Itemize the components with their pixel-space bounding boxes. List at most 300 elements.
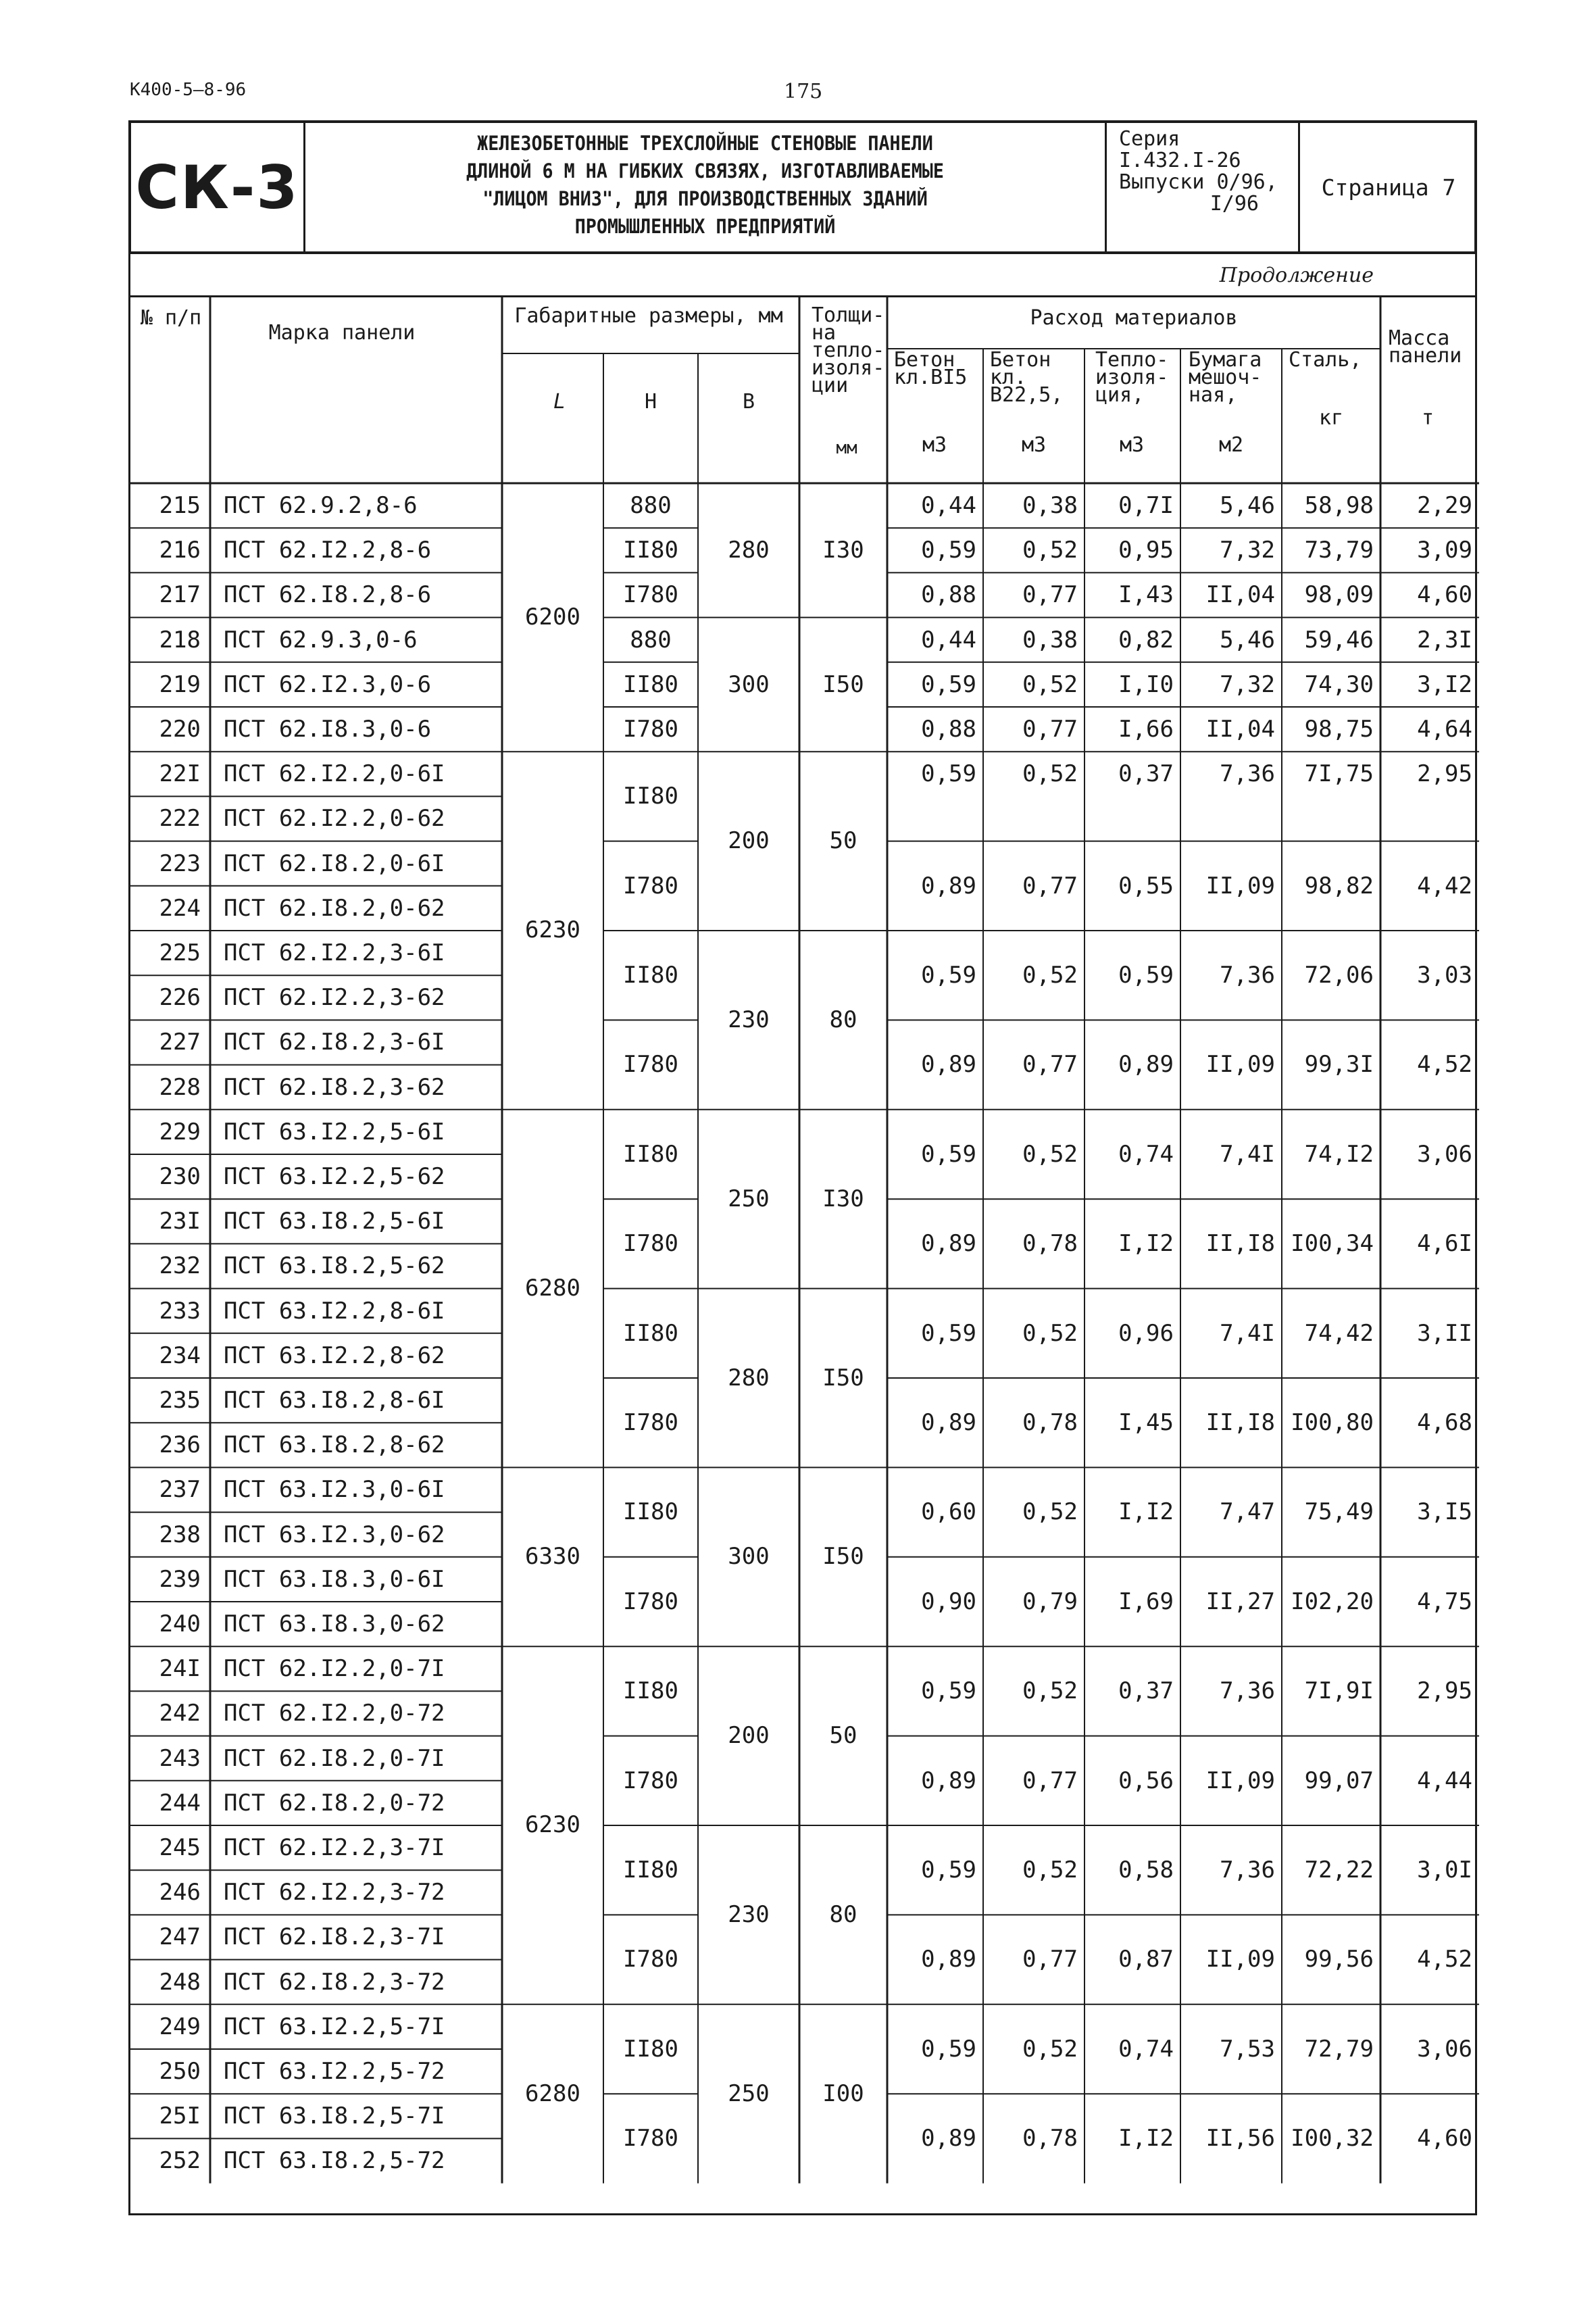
insulation-volume-value: 0,37	[1118, 760, 1174, 788]
row-number: 224	[159, 894, 201, 922]
panel-mass-value: 3,I2	[1417, 670, 1472, 698]
panel-mark: ПСТ 63.I8.3,0-62	[224, 1610, 445, 1638]
paper-area-value: II,04	[1205, 716, 1275, 743]
header-b225	[990, 348, 1064, 407]
paper-area-value: 7,32	[1220, 537, 1275, 564]
concrete-b225-value: 0,52	[1022, 1677, 1078, 1705]
width-value: 230	[728, 1006, 770, 1033]
concrete-b15-value: 0,59	[921, 1319, 976, 1347]
paper-area-value: 5,46	[1220, 492, 1275, 519]
document-code: К400-5—8-96	[130, 80, 247, 100]
insulation-thickness-value: I30	[822, 1185, 864, 1212]
width-value: 280	[728, 537, 770, 564]
header-b15-line: кл.BI5	[894, 366, 968, 389]
panel-mark: ПСТ 62.I8.2,0-6I	[224, 850, 445, 877]
row-number: 232	[159, 1252, 201, 1280]
paper-area-value: 7,36	[1220, 962, 1275, 989]
concrete-b15-value: 0,60	[921, 1498, 976, 1526]
concrete-b225-value: 0,78	[1022, 1409, 1078, 1436]
row-number: 236	[159, 1431, 201, 1459]
header-paper-line: Бумага	[1189, 348, 1262, 372]
panel-mass-value: 4,6I	[1417, 1230, 1472, 1258]
row-number: 234	[159, 1341, 201, 1369]
height-value: 880	[630, 626, 672, 654]
panel-mass-value: 2,95	[1417, 760, 1472, 788]
panel-mass-value: 2,29	[1417, 492, 1472, 519]
insulation-volume-value: I,69	[1118, 1587, 1174, 1615]
panel-mark: ПСТ 62.I8.2,3-7I	[224, 1923, 445, 1951]
panel-mark: ПСТ 62.I2.2,3-72	[224, 1879, 445, 1906]
series-cell	[1107, 123, 1300, 251]
panel-mass-value: 3,II	[1417, 1319, 1472, 1347]
header-thickness	[812, 303, 885, 397]
height-value: II80	[623, 1677, 678, 1705]
length-value: 6200	[525, 604, 580, 631]
height-value: I780	[623, 872, 678, 900]
height-value: II80	[623, 783, 678, 810]
panel-mass-value: 4,42	[1417, 872, 1472, 900]
concrete-b15-value: 0,59	[921, 1140, 976, 1168]
title-block	[128, 120, 1477, 254]
length-value: 6280	[525, 2079, 580, 2107]
logo: СК-3	[135, 152, 299, 222]
header-insulation-line: изоля-	[1095, 366, 1169, 389]
insulation-volume-value: I,I0	[1118, 670, 1174, 698]
header-mark: Марка панели	[268, 321, 416, 345]
header-L: L	[553, 390, 566, 414]
panel-mass-value: 2,3I	[1417, 626, 1472, 654]
panel-mass-value: 4,52	[1417, 1051, 1472, 1079]
panel-mass-value: 4,60	[1417, 581, 1472, 609]
panel-mass-value: 3,09	[1417, 537, 1472, 564]
panel-mark: ПСТ 62.I8.2,0-62	[224, 894, 445, 922]
width-value: 200	[728, 827, 770, 855]
concrete-b225-value: 0,52	[1022, 537, 1078, 564]
panel-mark: ПСТ 62.I2.2,3-62	[224, 984, 445, 1012]
panel-mark: ПСТ 62.I8.2,0-7I	[224, 1744, 445, 1772]
height-value: II80	[623, 1856, 678, 1884]
steel-mass-value: I00,32	[1291, 2125, 1374, 2152]
concrete-b225-value: 0,77	[1022, 872, 1078, 900]
insulation-volume-value: 0,89	[1118, 1051, 1174, 1079]
insulation-volume-value: I,43	[1118, 581, 1174, 609]
paper-area-value: II,09	[1205, 872, 1275, 900]
steel-mass-value: 74,30	[1304, 670, 1374, 698]
row-number: 250	[159, 2058, 201, 2085]
panel-mark: ПСТ 62.I8.2,8-6	[224, 581, 432, 609]
insulation-volume-value: 0,95	[1118, 537, 1174, 564]
concrete-b225-value: 0,52	[1022, 1856, 1078, 1884]
row-number: 222	[159, 805, 201, 833]
header-H: H	[644, 390, 657, 414]
row-number: 252	[159, 2147, 201, 2175]
row-number: 230	[159, 1163, 201, 1190]
continuation-row	[128, 254, 1477, 297]
height-value: 880	[630, 492, 672, 519]
width-value: 200	[728, 1722, 770, 1750]
panel-mark: ПСТ 63.I2.2,5-7I	[224, 2013, 445, 2040]
concrete-b15-value: 0,88	[921, 581, 976, 609]
panel-mark: ПСТ 63.I2.2,5-72	[224, 2058, 445, 2085]
concrete-b15-value: 0,89	[921, 1409, 976, 1436]
insulation-thickness-value: I50	[822, 670, 864, 698]
height-value: I780	[623, 2125, 678, 2152]
concrete-b225-value: 0,52	[1022, 1319, 1078, 1347]
row-number: 23I	[159, 1208, 201, 1235]
concrete-b15-value: 0,44	[921, 492, 976, 519]
concrete-b225-value: 0,52	[1022, 760, 1078, 788]
row-number: 238	[159, 1521, 201, 1548]
panel-mark: ПСТ 62.I8.3,0-6	[224, 716, 432, 743]
insulation-volume-value: I,I2	[1118, 1498, 1174, 1526]
page-cell	[1300, 123, 1477, 251]
insulation-volume-value: 0,74	[1118, 1140, 1174, 1168]
paper-area-value: 7,36	[1220, 1677, 1275, 1705]
panel-mark: ПСТ 62.I2.2,0-6I	[224, 760, 445, 788]
panel-mass-value: 4,64	[1417, 716, 1472, 743]
paper-area-value: 5,46	[1220, 626, 1275, 654]
paper-area-value: II,09	[1205, 1767, 1275, 1794]
title-line: ЖЕЛЕЗОБЕТОННЫЕ ТРЕХСЛОЙНЫЕ СТЕНОВЫЕ ПАНЕЛИ	[477, 132, 933, 155]
row-number: 243	[159, 1744, 201, 1772]
header-steel-line: Сталь,	[1289, 348, 1362, 372]
steel-mass-value: 99,56	[1304, 1946, 1374, 1973]
row-number: 220	[159, 716, 201, 743]
insulation-volume-value: 0,7I	[1118, 492, 1174, 519]
panel-mark: ПСТ 62.9.2,8-6	[224, 492, 418, 519]
panel-mass-value: 4,75	[1417, 1587, 1472, 1615]
panel-mark: ПСТ 63.I2.2,8-62	[224, 1341, 445, 1369]
header-thickness-line: на	[812, 321, 837, 345]
row-number: 237	[159, 1476, 201, 1504]
steel-mass-value: 7I,9I	[1304, 1677, 1374, 1705]
insulation-volume-value: I,66	[1118, 716, 1174, 743]
width-value: 300	[728, 1543, 770, 1571]
row-number: 227	[159, 1029, 201, 1056]
paper-area-value: II,27	[1205, 1587, 1275, 1615]
header-thickness-line: изоля-	[812, 356, 885, 380]
panel-mass-value: 3,03	[1417, 962, 1472, 989]
paper-area-value: II,I8	[1205, 1409, 1275, 1436]
steel-mass-value: 99,3I	[1304, 1051, 1374, 1079]
header-thickness-line: ции	[812, 374, 849, 397]
steel-mass-value: 75,49	[1304, 1498, 1374, 1526]
row-number: 235	[159, 1387, 201, 1414]
steel-mass-value: 98,09	[1304, 581, 1374, 609]
insulation-volume-value: 0,58	[1118, 1856, 1174, 1884]
steel-mass-value: 72,06	[1304, 962, 1374, 989]
row-number: 248	[159, 1968, 201, 1996]
header-mass	[1389, 326, 1462, 368]
paper-area-value: 7,4I	[1220, 1140, 1275, 1168]
header-b15	[894, 348, 968, 389]
row-number: 240	[159, 1610, 201, 1638]
panel-mark: ПСТ 63.I8.2,5-7I	[224, 2102, 445, 2130]
row-number: 215	[159, 492, 201, 519]
row-number: 219	[159, 670, 201, 698]
insulation-volume-value: I,I2	[1118, 2125, 1174, 2152]
panel-mark: ПСТ 63.I2.3,0-6I	[224, 1476, 445, 1504]
height-value: II80	[623, 1498, 678, 1526]
panel-mark: ПСТ 63.I2.2,5-6I	[224, 1118, 445, 1146]
series-line: I/96	[1210, 192, 1259, 216]
panel-mass-value: 4,60	[1417, 2125, 1472, 2152]
paper-area-value: II,09	[1205, 1946, 1275, 1973]
height-value: II80	[623, 962, 678, 989]
panel-mark: ПСТ 63.I2.3,0-62	[224, 1521, 445, 1548]
panel-mark: ПСТ 62.I2.2,3-7I	[224, 1834, 445, 1861]
concrete-b15-value: 0,88	[921, 716, 976, 743]
row-number: 242	[159, 1700, 201, 1727]
paper-area-value: 7,32	[1220, 670, 1275, 698]
header-thickness-unit: мм	[836, 438, 857, 458]
panel-mass-value: 4,68	[1417, 1409, 1472, 1436]
concrete-b225-value: 0,77	[1022, 1051, 1078, 1079]
length-value: 6230	[525, 916, 580, 944]
width-value: 280	[728, 1364, 770, 1392]
panel-mass-value: 4,52	[1417, 1946, 1472, 1973]
insulation-thickness-value: 50	[829, 1722, 857, 1750]
header-num-label: № п/п	[140, 306, 202, 330]
height-value: II80	[623, 670, 678, 698]
panel-mark: ПСТ 62.I8.2,0-72	[224, 1789, 445, 1817]
concrete-b225-value: 0,77	[1022, 1767, 1078, 1794]
panel-mass-value: 3,06	[1417, 2035, 1472, 2063]
height-value: I780	[623, 1409, 678, 1436]
steel-mass-value: I02,20	[1291, 1587, 1374, 1615]
paper-area-value: II,04	[1205, 581, 1275, 609]
panel-mark: ПСТ 62.I8.2,3-6I	[224, 1029, 445, 1056]
concrete-b15-value: 0,59	[921, 1856, 976, 1884]
steel-mass-value: I00,34	[1291, 1230, 1374, 1258]
concrete-b15-value: 0,89	[921, 2125, 976, 2152]
steel-mass-value: 59,46	[1304, 626, 1374, 654]
panel-mark: ПСТ 63.I8.2,5-6I	[224, 1208, 445, 1235]
series-line: Серия	[1119, 127, 1180, 151]
header-mass-unit: т	[1421, 406, 1435, 430]
concrete-b15-value: 0,89	[921, 1051, 976, 1079]
concrete-b15-value: 0,44	[921, 626, 976, 654]
panel-mass-value: 2,95	[1417, 1677, 1472, 1705]
concrete-b15-value: 0,59	[921, 537, 976, 564]
header-b225-line: кл.	[990, 366, 1027, 389]
insulation-volume-value: 0,59	[1118, 962, 1174, 989]
width-value: 230	[728, 1901, 770, 1928]
width-value: 300	[728, 670, 770, 698]
insulation-thickness-value: I50	[822, 1364, 864, 1392]
insulation-thickness-value: 50	[829, 827, 857, 855]
concrete-b225-value: 0,52	[1022, 2035, 1078, 2063]
insulation-volume-value: 0,74	[1118, 2035, 1174, 2063]
steel-mass-value: 74,42	[1304, 1319, 1374, 1347]
steel-mass-value: 74,I2	[1304, 1140, 1374, 1168]
concrete-b225-value: 0,38	[1022, 626, 1078, 654]
width-value: 250	[728, 1185, 770, 1212]
concrete-b225-value: 0,78	[1022, 2125, 1078, 2152]
concrete-b225-value: 0,77	[1022, 581, 1078, 609]
insulation-volume-value: 0,56	[1118, 1767, 1174, 1794]
row-number: 218	[159, 626, 201, 654]
header-paper-line: мешоч-	[1189, 366, 1262, 389]
panel-mark: ПСТ 62.I2.3,0-6	[224, 670, 432, 698]
panel-mark: ПСТ 62.I8.2,3-62	[224, 1073, 445, 1101]
header-steel	[1289, 348, 1362, 372]
concrete-b15-value: 0,59	[921, 2035, 976, 2063]
panel-mark: ПСТ 62.I2.2,3-6I	[224, 939, 445, 966]
length-value: 6280	[525, 1274, 580, 1302]
steel-mass-value: 98,82	[1304, 872, 1374, 900]
row-number: 233	[159, 1297, 201, 1325]
height-value: I780	[623, 1767, 678, 1794]
concrete-b225-value: 0,38	[1022, 492, 1078, 519]
concrete-b225-value: 0,79	[1022, 1587, 1078, 1615]
title-line: ДЛИНОЙ 6 М НА ГИБКИХ СВЯЗЯХ, ИЗГОТАВЛИВАЕМЫЕ	[466, 159, 944, 182]
panel-mass-value: 3,0I	[1417, 1856, 1472, 1884]
insulation-volume-value: 0,37	[1118, 1677, 1174, 1705]
row-number: 217	[159, 581, 201, 609]
header-insulation-line: ция,	[1095, 383, 1145, 407]
panel-mark: ПСТ 63.I8.2,5-62	[224, 1252, 445, 1280]
panel-mark: ПСТ 62.I2.2,0-62	[224, 805, 445, 833]
steel-mass-value: 58,98	[1304, 492, 1374, 519]
concrete-b225-value: 0,52	[1022, 1140, 1078, 1168]
paper-area-value: II,56	[1205, 2125, 1275, 2152]
header-mass-line: Масса	[1389, 326, 1450, 350]
insulation-volume-value: 0,96	[1118, 1319, 1174, 1347]
height-value: I780	[623, 1230, 678, 1258]
insulation-volume-value: 0,55	[1118, 872, 1174, 900]
row-number: 223	[159, 850, 201, 877]
steel-mass-value: 73,79	[1304, 537, 1374, 564]
header-B: B	[742, 390, 755, 414]
title-line: "ЛИЦОМ ВНИЗ", ДЛЯ ПРОИЗВОДСТВЕННЫХ ЗДАНИЙ	[482, 187, 928, 210]
row-number: 22I	[159, 760, 201, 788]
header-paper	[1189, 348, 1262, 407]
panel-mass-value: 3,06	[1417, 1140, 1472, 1168]
series-line: Выпуски 0/96,	[1119, 170, 1278, 194]
header-insulation-unit: м3	[1119, 433, 1145, 457]
panel-mark: ПСТ 63.I8.3,0-6I	[224, 1565, 445, 1593]
paper-area-value: II,09	[1205, 1051, 1275, 1079]
row-number: 228	[159, 1073, 201, 1101]
steel-mass-value: 72,22	[1304, 1856, 1374, 1884]
header-dims: Габаритные размеры, мм	[514, 304, 783, 328]
header-b225-line: B22,5,	[990, 383, 1064, 407]
row-number: 229	[159, 1118, 201, 1146]
title-line: ПРОМЫШЛЕННЫХ ПРЕДПРИЯТИЙ	[574, 215, 836, 238]
concrete-b15-value: 0,89	[921, 1946, 976, 1973]
height-value: II80	[623, 537, 678, 564]
concrete-b225-value: 0,77	[1022, 716, 1078, 743]
concrete-b15-value: 0,59	[921, 1677, 976, 1705]
row-number: 246	[159, 1879, 201, 1906]
panel-mark: ПСТ 62.I2.2,8-6	[224, 537, 432, 564]
concrete-b15-value: 0,90	[921, 1587, 976, 1615]
row-number: 245	[159, 1834, 201, 1861]
row-number: 25I	[159, 2102, 201, 2130]
header-insulation-line: Тепло-	[1095, 348, 1169, 372]
insulation-volume-value: 0,82	[1118, 626, 1174, 654]
height-value: I780	[623, 1946, 678, 1973]
header-paper-unit: м2	[1218, 433, 1244, 457]
steel-mass-value: 99,07	[1304, 1767, 1374, 1794]
page-label: Страница 7	[1321, 174, 1456, 201]
concrete-b15-value: 0,59	[921, 760, 976, 788]
concrete-b15-value: 0,89	[921, 1230, 976, 1258]
panel-mark: ПСТ 62.I2.2,0-7I	[224, 1655, 445, 1683]
series-line: I.432.I-26	[1119, 149, 1241, 172]
insulation-thickness-value: 80	[829, 1901, 857, 1928]
row-number: 247	[159, 1923, 201, 1951]
concrete-b15-value: 0,89	[921, 872, 976, 900]
header-mass-line: панели	[1389, 344, 1462, 368]
panel-mass-value: 4,44	[1417, 1767, 1472, 1794]
panel-mark: ПСТ 63.I2.2,8-6I	[224, 1297, 445, 1325]
row-number: 24I	[159, 1655, 201, 1683]
paper-area-value: II,I8	[1205, 1230, 1275, 1258]
paper-area-value: 7,36	[1220, 760, 1275, 788]
insulation-volume-value: I,I2	[1118, 1230, 1174, 1258]
panel-mark: ПСТ 63.I8.2,8-62	[224, 1431, 445, 1459]
header-thickness-line: тепло-	[812, 339, 885, 362]
row-number: 244	[159, 1789, 201, 1817]
height-value: I780	[623, 1051, 678, 1079]
concrete-b225-value: 0,52	[1022, 670, 1078, 698]
header-insulation	[1095, 348, 1169, 407]
concrete-b15-value: 0,59	[921, 962, 976, 989]
length-value: 6330	[525, 1543, 580, 1571]
panel-mark: ПСТ 62.9.3,0-6	[224, 626, 418, 654]
materials-table	[128, 297, 1477, 2215]
insulation-volume-value: I,45	[1118, 1409, 1174, 1436]
height-value: I780	[623, 581, 678, 609]
height-value: II80	[623, 1319, 678, 1347]
row-number: 239	[159, 1565, 201, 1593]
logo-cell	[131, 123, 305, 251]
steel-mass-value: I00,80	[1291, 1409, 1374, 1436]
length-value: 6230	[525, 1811, 580, 1839]
title-cell	[305, 123, 1107, 251]
header-materials: Расход материалов	[1030, 306, 1238, 330]
header-steel-unit: кг	[1318, 406, 1344, 430]
paper-area-value: 7,36	[1220, 1856, 1275, 1884]
continuation-label: Продолжение	[1219, 264, 1374, 287]
paper-area-value: 7,53	[1220, 2035, 1275, 2063]
panel-mark: ПСТ 63.I8.2,5-72	[224, 2147, 445, 2175]
insulation-thickness-value: I30	[822, 537, 864, 564]
concrete-b15-value: 0,89	[921, 1767, 976, 1794]
concrete-b225-value: 0,52	[1022, 1498, 1078, 1526]
panel-mark: ПСТ 63.I8.2,8-6I	[224, 1387, 445, 1414]
paper-area-value: 7,4I	[1220, 1319, 1275, 1347]
concrete-b225-value: 0,77	[1022, 1946, 1078, 1973]
width-value: 250	[728, 2079, 770, 2107]
page-number: 175	[784, 80, 823, 103]
concrete-b225-value: 0,52	[1022, 962, 1078, 989]
row-number: 249	[159, 2013, 201, 2040]
header-b225-unit: м3	[1021, 433, 1047, 457]
header-b15-unit: м3	[922, 433, 947, 457]
height-value: I780	[623, 1587, 678, 1615]
header-b225-line: Бетон	[990, 348, 1051, 372]
steel-mass-value: 7I,75	[1304, 760, 1374, 788]
steel-mass-value: 98,75	[1304, 716, 1374, 743]
insulation-volume-value: 0,87	[1118, 1946, 1174, 1973]
insulation-thickness-value: I00	[822, 2079, 864, 2107]
header-thickness-line: Толщи-	[812, 303, 885, 327]
height-value: I780	[623, 716, 678, 743]
concrete-b225-value: 0,78	[1022, 1230, 1078, 1258]
